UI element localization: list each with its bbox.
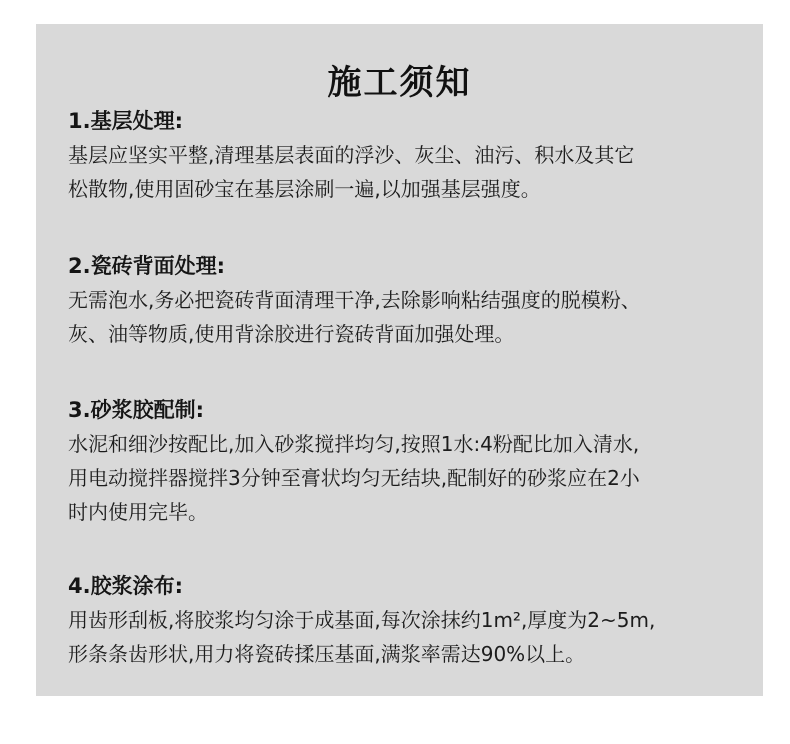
section-heading: 1.基层处理: [68, 109, 183, 133]
section-heading: 3.砂浆胶配制: [68, 398, 204, 422]
section-body: 无需泡水,务必把瓷砖背面清理干净,去除影响粘结强度的脱模粉、 灰、油等物质,使用背涂胶进行瓷砖背面加强处理。 [68, 288, 641, 346]
section-body: 基层应坚实平整,清理基层表面的浮沙、灰尘、油污、积水及其它 松散物,使用固砂宝在基层涂刷一遍,以加强基层强度。 [68, 143, 635, 201]
section-tile-back-treatment [68, 249, 747, 351]
section-substrate-treatment [68, 104, 747, 206]
section-heading: 4.胶浆涂布: [68, 574, 183, 598]
instructions-panel [36, 24, 763, 696]
page-title: 施工须知 [327, 63, 472, 103]
section-adhesive-application [68, 569, 747, 671]
section-body: 水泥和细沙按配比,加入砂浆搅拌均匀,按照1水:4粉配比加入清水, 用电动搅拌器搅拌3分钟至膏状均匀无结块,配制好的砂浆应在2小 时内使用完毕。 [68, 432, 640, 524]
section-heading: 2.瓷砖背面处理: [68, 254, 225, 278]
section-body: 用齿形刮板,将胶浆均匀涂于成基面,每次涂抹约1m²,厚度为2~5m, 形条条齿形状,用力将瓷砖揉压基面,满浆率需达90%以上。 [68, 608, 656, 666]
section-mortar-preparation [68, 393, 747, 529]
